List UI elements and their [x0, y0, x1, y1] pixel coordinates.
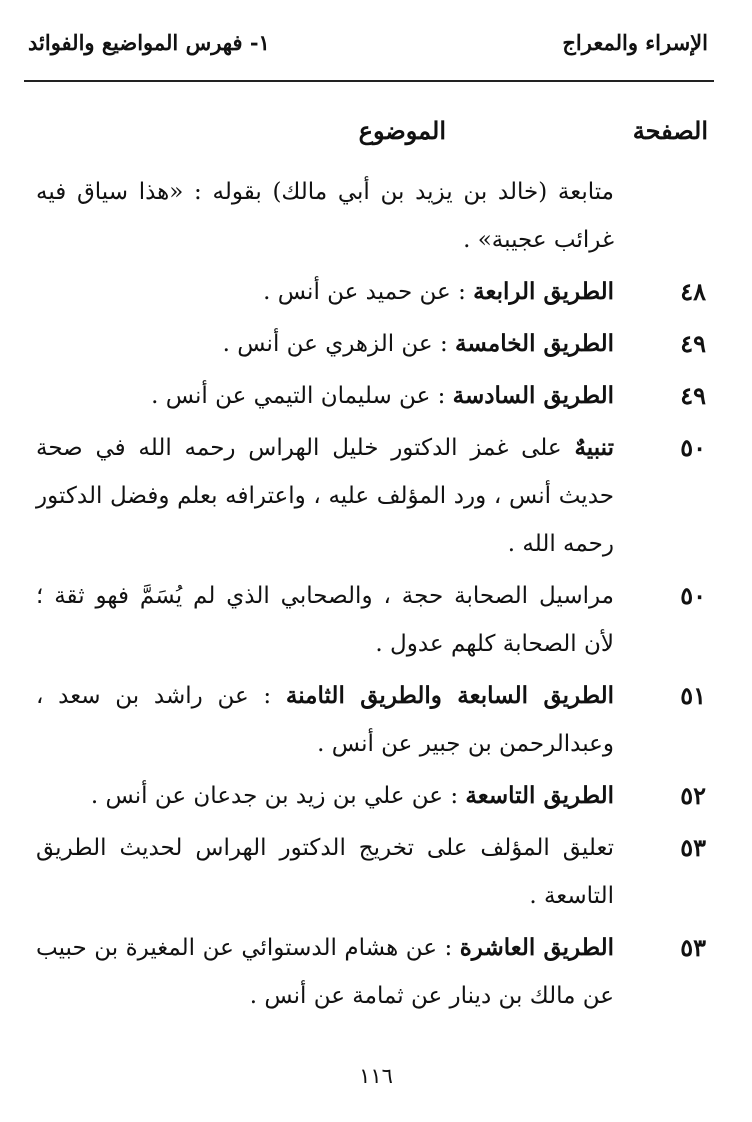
- entry-text: [36, 772, 614, 820]
- entry-page-number: ٤٩: [680, 329, 706, 358]
- entry-text: [36, 924, 614, 1020]
- topic-column-heading: الموضوع: [358, 116, 446, 145]
- entry-title: الطريق السادسة: [452, 382, 614, 409]
- index-entry: [36, 824, 712, 920]
- header-rule: [24, 80, 714, 82]
- index-entry: [36, 924, 712, 1020]
- entry-title: الطريق التاسعة: [465, 782, 614, 809]
- entry-body: : عن راشد بن سعد ، وعبدالرحمن بن جبير عن أنس .: [36, 683, 614, 757]
- entry-text: [36, 372, 614, 420]
- index-entry: [36, 672, 712, 768]
- entry-body: مراسيل الصحابة حجة ، والصحابي الذي لم يُسَمَّ فهو ثقة ؛ لأن الصحابة كلهم عدول .: [36, 583, 614, 657]
- entry-title: تنبيهٌ: [574, 434, 614, 461]
- entry-page-number: ٥٠: [680, 581, 706, 610]
- entry-body: تعليق المؤلف على تخريج الدكتور الهراس لحديث الطريق التاسعة .: [36, 835, 614, 909]
- entry-body: على غمز الدكتور خليل الهراس رحمه الله في صحة حديث أنس ، ورد المؤلف عليه ، واعترافه بعلم وفضل الدكتور رحمه الله .: [36, 435, 614, 557]
- index-entry: [36, 424, 712, 568]
- running-header: [28, 30, 708, 55]
- entry-page-number: ٥٣: [680, 833, 706, 862]
- entry-title: الطريق العاشرة: [459, 934, 615, 961]
- entry-body: : عن علي بن زيد بن جدعان عن أنس .: [90, 783, 466, 809]
- section-title: ١- فهرس المواضيع والفوائد: [28, 30, 270, 55]
- entry-page-number: ٥٢: [680, 781, 706, 810]
- entry-body: : عن هشام الدستوائي عن المغيرة بن حبيب عن مالك بن دينار عن ثمامة عن أنس .: [36, 935, 614, 1009]
- entry-page-number: ٤٩: [680, 381, 706, 410]
- entry-text: [36, 572, 614, 668]
- entry-text: [36, 168, 614, 264]
- entry-text: [36, 320, 614, 368]
- entry-text: [36, 672, 614, 768]
- entry-body: : عن سليمان التيمي عن أنس .: [151, 383, 453, 409]
- index-entries: [36, 168, 712, 1024]
- index-entry: [36, 268, 712, 316]
- page-number: ١١٦: [359, 1064, 393, 1088]
- entry-title: الطريق الخامسة: [455, 330, 614, 357]
- entry-page-number: ٥١: [680, 681, 706, 710]
- entry-page-number: ٤٨: [680, 277, 706, 306]
- entry-page-number: ٥٣: [680, 933, 706, 962]
- entry-body: : عن حميد عن أنس .: [263, 279, 474, 305]
- entry-text: [36, 268, 614, 316]
- book-title: الإسراء والمعراج: [562, 30, 708, 55]
- index-entry: [36, 772, 712, 820]
- entry-text: [36, 824, 614, 920]
- entry-page-number: ٥٠: [680, 433, 706, 462]
- entry-body: : عن الزهري عن أنس .: [222, 331, 456, 357]
- page-column-heading: الصفحة: [632, 116, 708, 145]
- index-entry: [36, 320, 712, 368]
- index-entry: [36, 372, 712, 420]
- index-entry: [36, 572, 712, 668]
- entry-title: الطريق السابعة والطريق الثامنة: [285, 682, 614, 709]
- index-entry: [36, 168, 712, 264]
- column-headers: [40, 116, 708, 150]
- entry-title: الطريق الرابعة: [473, 278, 614, 305]
- entry-body: متابعة (خالد بن يزيد بن أبي مالك) بقوله : «هذا سياق فيه غرائب عجيبة» .: [36, 179, 614, 253]
- entry-text: [36, 424, 614, 568]
